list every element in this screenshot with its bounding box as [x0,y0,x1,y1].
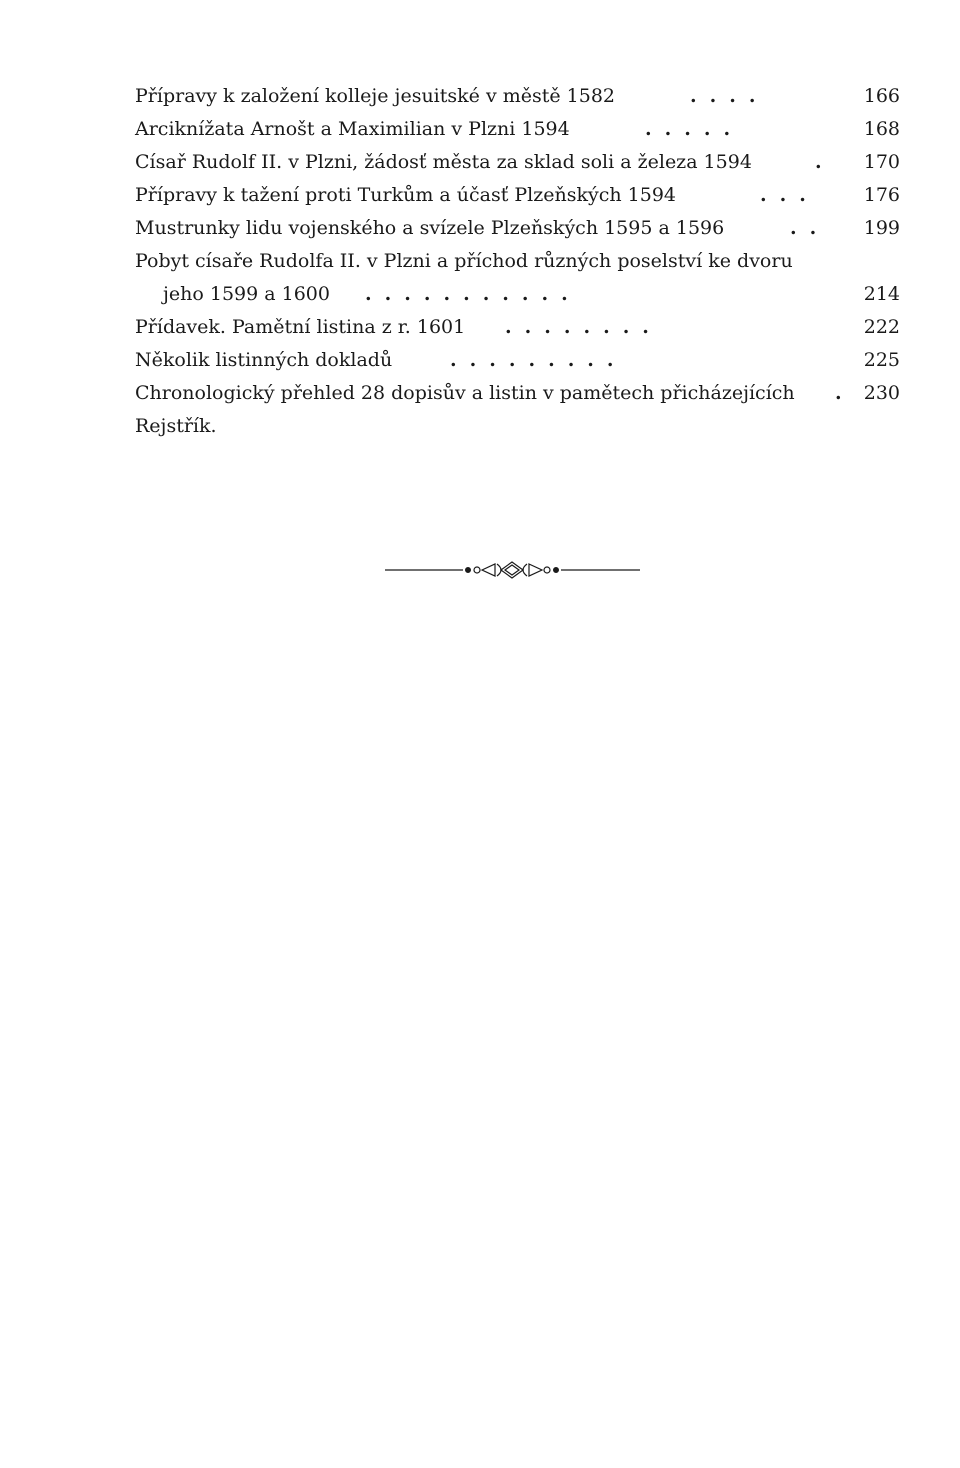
toc-entry [135,179,900,212]
toc-entry-title: Rejstřík. [135,415,217,437]
toc-entry-page: 199 [863,217,900,239]
toc-entry-title: Přídavek. Pamětní listina z r. 1601 [135,316,466,338]
toc-entry-page: 166 [863,85,900,107]
dot-leader: .. [790,217,830,239]
toc-entry [135,410,900,443]
toc-entry-page: 176 [863,184,900,206]
toc-entry [135,113,900,146]
toc-entry-page: 168 [863,118,900,140]
toc-entry [135,344,900,377]
toc-entry-title: Císař Rudolf II. v Plzni, žádosť města za sklad soli a železa 1594 [135,151,752,173]
toc-entry-page: 230 [863,382,900,404]
toc-entry [135,311,900,344]
toc-entry [135,212,900,245]
toc-entry-page: 225 [863,349,900,371]
dot-leader: . [815,151,835,173]
toc-entry-title: Přípravy k tažení proti Turkům a účasť Plzeňských 1594 [135,184,676,206]
toc-entry-page: 170 [863,151,900,173]
toc-entry-title: Arciknížata Arnošt a Maximilian v Plzni 1594 [135,118,570,140]
toc-entry [135,146,900,179]
toc-entry [135,80,900,113]
dot-leader: ........ [505,316,662,338]
end-ornament-icon [385,560,640,580]
dot-leader: .... [690,85,769,107]
toc-entry-title: Přípravy k založení kolleje jesuitské v městě 1582 [135,85,616,107]
dot-leader: . [835,382,855,404]
table-of-contents [135,80,900,443]
toc-entry-title: Pobyt císaře Rudolfa II. v Plzni a příchod různých poselství ke dvoru [135,250,793,272]
toc-entry [135,377,900,410]
dot-leader: ..... [645,118,744,140]
dot-leader: ... [760,184,819,206]
toc-entry [135,245,900,278]
toc-entry-page: 214 [863,283,900,305]
toc-entry-title: Chronologický přehled 28 dopisův a listin v pamětech přicházejících [135,382,795,404]
toc-entry-title: Několik listinných dokladů [135,349,393,371]
toc-entry-title: Mustrunky lidu vojenského a svízele Plzeňských 1595 a 1596 [135,217,725,239]
toc-entry-title: jeho 1599 a 1600 [163,283,330,305]
dot-leader: ......... [450,349,627,371]
toc-entry [135,278,900,311]
toc-entry-page: 222 [863,316,900,338]
dot-leader: ........... [365,283,581,305]
